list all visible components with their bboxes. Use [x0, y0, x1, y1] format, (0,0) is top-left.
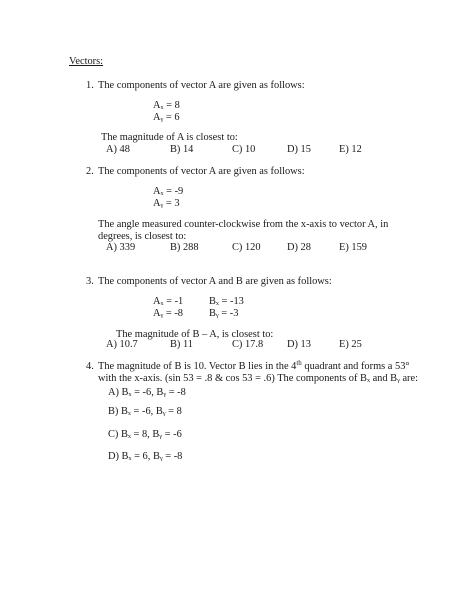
q4-line1-end: quadrant and forms a 53° — [301, 361, 410, 372]
q2-option-a: A) 339 — [106, 242, 136, 253]
q2-prompt-line2: degrees, is closest to: — [98, 231, 187, 242]
q1-number: 1. — [86, 80, 94, 91]
q3-number: 3. — [86, 276, 94, 287]
q2-option-d: D) 28 — [287, 242, 311, 253]
q4-number: 4. — [86, 361, 94, 372]
q4-line1 — [98, 361, 410, 373]
q3-option-d: D) 13 — [287, 339, 311, 350]
q1-option-c: C) 10 — [232, 144, 256, 155]
q2-option-b: B) 288 — [170, 242, 199, 253]
q1-prompt: The magnitude of A is closest to: — [101, 132, 238, 143]
q1-stem: The components of vector A are given as follows: — [98, 80, 305, 91]
q3-option-b: B) 11 — [170, 339, 193, 350]
q4-option-c: C) Bₓ = 8, Bᵧ = -6 — [108, 429, 182, 440]
q4-line2: with the x-axis. (sin 53 = .8 & cos 53 = .6) The components of Bₓ and Bᵧ are: — [98, 373, 419, 384]
q2-prompt-line1: The angle measured counter-clockwise from the x-axis to vector A, in — [98, 219, 389, 230]
q1-option-d: D) 15 — [287, 144, 311, 155]
q4-option-b: B) Bₓ = -6, Bᵧ = 8 — [108, 406, 182, 417]
q2-number: 2. — [86, 166, 94, 177]
q3-option-c: C) 17.8 — [232, 339, 264, 350]
q2-option-e: E) 159 — [339, 242, 367, 253]
q1-ax: Aₓ = 8 — [153, 100, 180, 111]
q2-ay: Aᵧ = 3 — [153, 198, 180, 209]
q1-option-a: A) 48 — [106, 144, 130, 155]
q3-stem: The components of vector A and B are given as follows: — [98, 276, 332, 287]
q2-ax: Aₓ = -9 — [153, 186, 184, 197]
q1-option-b: B) 14 — [170, 144, 194, 155]
q3-ay: Aᵧ = -8 — [153, 308, 183, 319]
q2-option-c: C) 120 — [232, 242, 261, 253]
q3-option-a: A) 10.7 — [106, 339, 138, 350]
q2-stem: The components of vector A are given as follows: — [98, 166, 305, 177]
q3-option-e: E) 25 — [339, 339, 362, 350]
q3-ax: Aₓ = -1 — [153, 296, 184, 307]
q3-bx: Bₓ = -13 — [209, 296, 244, 307]
page-title: Vectors: — [69, 56, 104, 67]
q1-option-e: E) 12 — [339, 144, 362, 155]
q1-ay: Aᵧ = 6 — [153, 112, 180, 123]
q3-by: Bᵧ = -3 — [209, 308, 239, 319]
q4-option-a: A) Bₓ = -6, Bᵧ = -8 — [108, 387, 186, 398]
q4-line1-start: The magnitude of B is 10. Vector B lies in the 4 — [98, 361, 297, 372]
q3-prompt: The magnitude of B – A, is closest to: — [116, 329, 274, 340]
q4-option-d: D) Bₓ = 6, Bᵧ = -8 — [108, 451, 183, 462]
q4-line1-superscript: th — [296, 359, 302, 367]
